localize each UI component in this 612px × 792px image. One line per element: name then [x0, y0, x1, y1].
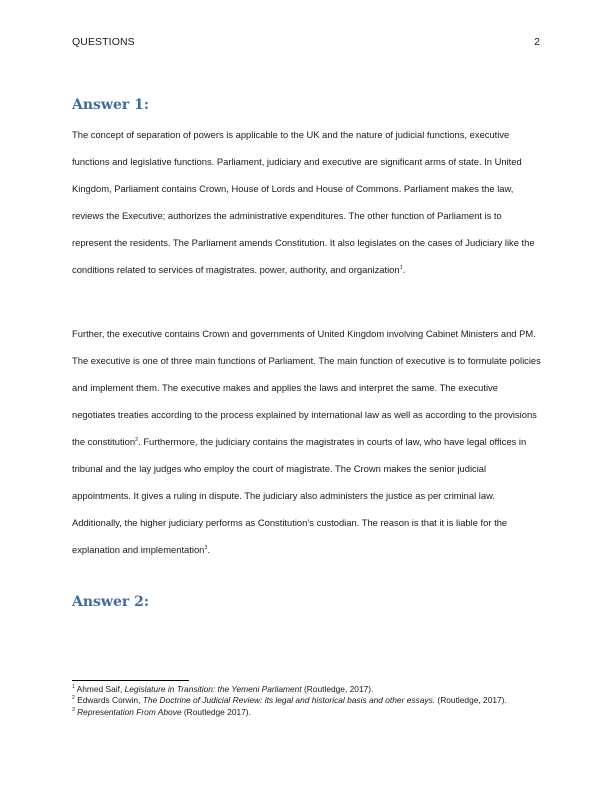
- footnote-source: (Routledge, 2017).: [301, 684, 374, 694]
- answer-1-heading: Answer 1:: [72, 97, 150, 113]
- running-head: QUESTIONS: [72, 36, 135, 48]
- answer-1-paragraph-1: [72, 121, 542, 283]
- footnotes: [72, 684, 552, 718]
- paragraph-text: The concept of separation of powers is applicable to the UK and the nature of judicial functions, executive functions and legislative functions. Parliament, judiciary and executive are significant arms of state. In United Kingdom, Parliament contains Crown, House of Lords and House of Commons. Parliament makes the law, reviews the Executive; authorizes the administrative expenditures. The other function of Parliament is to represent the residents. The Parliament amends Constitution. It also legislates on the cases of Judiciary like the conditions related to services of magistrates. power, authority, and organization: [72, 129, 535, 275]
- footnote-source: (Routledge 2017).: [181, 706, 251, 717]
- footnote-separator: [72, 680, 189, 681]
- paragraph-text-part-2: . Furthermore, the judiciary contains the magistrates in courts of law, who have legal offices in tribunal and the lay judges who employ the court of magistrate. The Crown makes the senior judicial appointments. It gives a ruling in dispute. The judiciary also administers the justice as per criminal law. Additionally, the higher judiciary performs as Constitution’s custodian. The reason is that it is liable for the explanation and implementation: [72, 436, 527, 555]
- paragraph-text-part-1: Further, the executive contains Crown and governments of United Kingdom involving Cabinet Ministers and PM. The executive is one of three main functions of Parliament. The main function of executive is to formulate policies and implement them. The executive makes and applies the laws and interpret the same. The executive negotiates treaties according to the process explained by international law as well as according to the provisions the constitution: [72, 328, 541, 447]
- page-number: 2: [534, 36, 540, 48]
- paragraph-end: .: [402, 264, 406, 275]
- footnote-2: [72, 695, 552, 706]
- footnote-number: 1: [72, 684, 75, 691]
- footnote-source: (Routledge, 2017).: [435, 695, 507, 706]
- answer-2-heading: Answer 2:: [72, 594, 150, 610]
- footnote-number: 3: [72, 706, 75, 713]
- footnote-title: Legislature in Transition: the Yemeni Parliament: [124, 684, 302, 694]
- footnote-1: [72, 684, 552, 695]
- footnote-3: [72, 707, 552, 718]
- footnote-title: Representation From Above: [77, 706, 182, 717]
- footnote-ref-1[interactable]: 1: [399, 264, 403, 271]
- footnote-author: Edwards Corwin,: [77, 695, 143, 706]
- footnote-author: Ahmed Saif,: [76, 684, 125, 694]
- footnote-ref-3[interactable]: 3: [204, 544, 208, 551]
- footnote-title: The Doctrine of Judicial Review: its legal and historical basis and other essays.: [142, 695, 436, 706]
- footnote-ref-2[interactable]: 2: [135, 436, 139, 443]
- paragraph-end: .: [207, 544, 211, 555]
- answer-1-paragraph-2: [72, 320, 542, 563]
- footnote-number: 2: [72, 695, 75, 702]
